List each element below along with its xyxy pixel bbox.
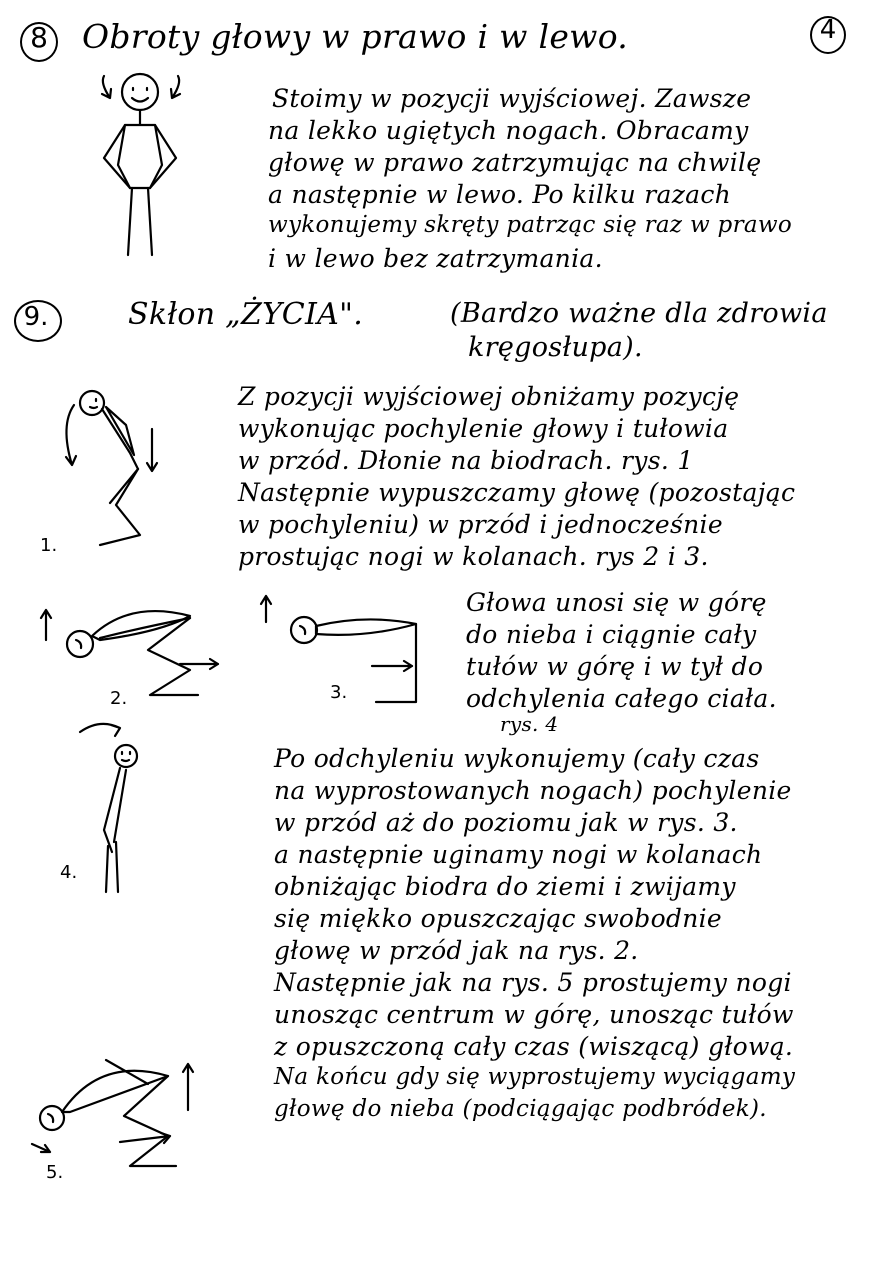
paragraph-line: Głowa unosi się w górę bbox=[466, 588, 767, 617]
paragraph-line: się miękko opuszczając swobodnie bbox=[274, 904, 723, 933]
paragraph-line: w przód aż do poziomu jak w rys. 3. bbox=[274, 808, 738, 837]
figure-standing-head-turn bbox=[90, 70, 200, 270]
paragraph-line: a następnie uginamy nogi w kolanach bbox=[274, 840, 763, 869]
paragraph-line: Następnie jak na rys. 5 prostujemy nogi bbox=[274, 968, 792, 997]
paragraph-line: do nieba i ciągnie cały bbox=[466, 620, 757, 649]
paragraph-line: w pochyleniu) w przód i jednocześnie bbox=[238, 510, 723, 539]
section-8-line: Stoimy w pozycji wyjściowej. Zawsze bbox=[272, 84, 752, 113]
paragraph-line: obniżając biodra do ziemi i zwijamy bbox=[274, 872, 736, 901]
paragraph-line: głowę do nieba (podciągając podbródek). bbox=[274, 1096, 767, 1122]
figure-label-1: 1. bbox=[40, 535, 58, 556]
figure-2-curled-forward bbox=[40, 580, 230, 710]
section-9-note: (Bardzo ważne dla zdrowia bbox=[450, 298, 828, 329]
section-8-line: wykonujemy skręty patrząc się raz w prawo bbox=[268, 212, 793, 238]
paragraph-line: Następnie wypuszczamy głowę (pozostając bbox=[238, 478, 796, 507]
section-8-line: i w lewo bez zatrzymania. bbox=[268, 244, 603, 273]
paragraph-line: rys. 4 bbox=[500, 712, 559, 736]
paragraph-line: głowę w przód jak na rys. 2. bbox=[274, 936, 639, 965]
paragraph-line: unosząc centrum w górę, unosząc tułów bbox=[274, 1000, 794, 1029]
paragraph-line: Po odchyleniu wykonujemy (cały czas bbox=[274, 744, 760, 773]
page-number: 4 bbox=[819, 15, 837, 45]
paragraph-line: tułów w górę i w tył do bbox=[466, 652, 764, 681]
section-8-line: głowę w prawo zatrzymując na chwilę bbox=[268, 148, 762, 177]
paragraph-line: wykonując pochylenie głowy i tułowia bbox=[238, 414, 729, 443]
paragraph-line: prostując nogi w kolanach. rys 2 i 3. bbox=[238, 542, 709, 571]
figure-label-4: 4. bbox=[60, 862, 78, 883]
figure-label-2: 2. bbox=[110, 688, 128, 709]
section-8-line: a następnie w lewo. Po kilku razach bbox=[268, 180, 732, 209]
figure-label-5: 5. bbox=[46, 1162, 64, 1183]
section-8-number: 8 bbox=[30, 21, 48, 54]
paragraph-line: Na końcu gdy się wyprostujemy wyciągamy bbox=[274, 1064, 796, 1090]
paragraph-line: odchylenia całego ciała. bbox=[466, 684, 777, 713]
section-8-title: Obroty głowy w prawo i w lewo. bbox=[82, 17, 629, 56]
paragraph-line: z opuszczoną cały czas (wiszącą) głową. bbox=[274, 1032, 794, 1061]
figure-4-upright-back bbox=[60, 712, 180, 892]
section-9-note: kręgosłupa). bbox=[468, 332, 643, 363]
section-9-number: 9. bbox=[23, 302, 49, 332]
section-9-title: Skłon „ŻYCIA". bbox=[128, 297, 364, 332]
paragraph-line: Z pozycji wyjściowej obniżamy pozycję bbox=[238, 382, 740, 411]
figure-label-3: 3. bbox=[330, 682, 348, 703]
paragraph-line: w przód. Dłonie na biodrach. rys. 1 bbox=[238, 446, 694, 475]
paragraph-line: na wyprostowanych nogach) pochylenie bbox=[274, 776, 792, 805]
section-8-line: na lekko ugiętych nogach. Obracamy bbox=[268, 116, 749, 145]
